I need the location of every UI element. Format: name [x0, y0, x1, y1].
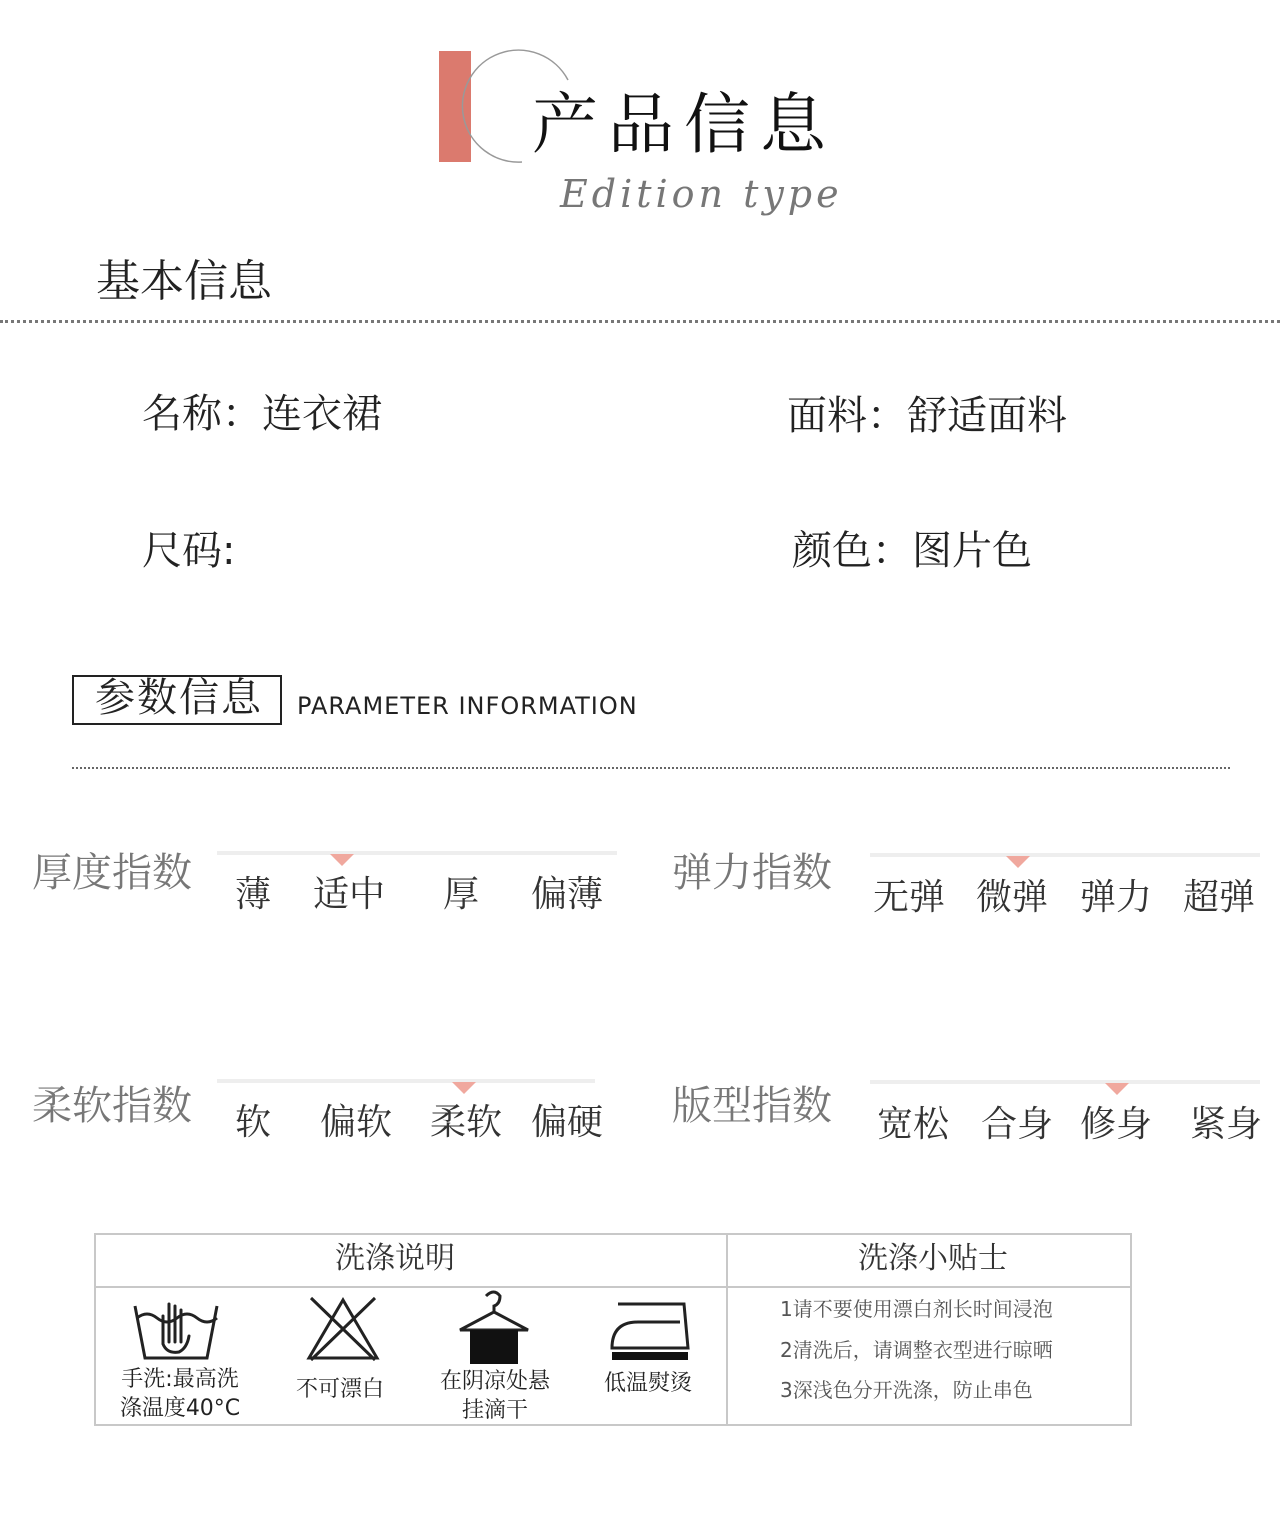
elasticity-option: 微弹	[976, 877, 1049, 918]
elasticity-scale-track	[870, 853, 1260, 857]
elasticity-index-label: 弹力指数	[672, 850, 832, 896]
fit-option: 宽松	[877, 1104, 950, 1145]
elasticity-option: 弹力	[1080, 877, 1153, 918]
care-label: 低温熨烫	[603, 1371, 692, 1396]
no-bleach-icon	[305, 1294, 381, 1362]
wash-tips-heading: 洗涤小贴士	[858, 1241, 1008, 1276]
hang-dry-icon	[456, 1288, 532, 1366]
fit-scale-track	[870, 1080, 1260, 1084]
param-heading-en: PARAMETER INFORMATION	[297, 692, 638, 720]
hand-wash-icon	[133, 1296, 219, 1366]
softness-index-label: 柔软指数	[32, 1083, 192, 1129]
thickness-option: 薄	[235, 874, 272, 915]
fit-option: 合身	[981, 1104, 1054, 1145]
param-heading: 参数信息	[95, 675, 263, 721]
fit-option: 修身	[1080, 1104, 1153, 1145]
product-fabric: 面料：舒适面料	[787, 393, 1067, 439]
thickness-index-label: 厚度指数	[32, 850, 192, 896]
thickness-selected-marker	[330, 854, 354, 866]
product-size: 尺码:	[142, 528, 236, 574]
product-name: 名称：连衣裙	[142, 391, 382, 437]
wash-tip: 3深浅色分开洗涤，防止串色	[780, 1378, 1033, 1402]
low-iron-icon	[608, 1298, 690, 1364]
thickness-option: 偏薄	[531, 874, 604, 915]
care-label: 不可漂白	[295, 1377, 384, 1402]
basic-info-heading: 基本信息	[96, 256, 272, 307]
elasticity-selected-marker	[1006, 856, 1030, 868]
softness-selected-marker	[452, 1082, 476, 1094]
softness-option: 柔软	[430, 1102, 503, 1143]
page-title: 产品信息	[532, 86, 836, 163]
elasticity-option: 无弹	[873, 877, 946, 918]
thickness-option: 适中	[313, 874, 386, 915]
softness-scale-track	[217, 1079, 595, 1083]
care-label: 手洗:最高洗 涤温度40°C	[119, 1367, 241, 1421]
thickness-scale-track	[217, 851, 617, 855]
elasticity-option: 超弹	[1183, 877, 1256, 918]
wash-tip: 2清洗后，请调整衣型进行晾晒	[780, 1338, 1053, 1362]
wash-instructions-heading: 洗涤说明	[335, 1241, 455, 1276]
fit-index-label: 版型指数	[672, 1083, 832, 1129]
softness-option: 软	[235, 1102, 272, 1143]
care-table-divider	[94, 1286, 1132, 1288]
fit-option: 紧身	[1190, 1104, 1263, 1145]
softness-option: 偏软	[320, 1102, 393, 1143]
fit-selected-marker	[1105, 1083, 1129, 1095]
thickness-option: 厚	[443, 874, 480, 915]
wash-tip: 1请不要使用漂白剂长时间浸泡	[780, 1297, 1053, 1321]
page-subtitle: Edition type	[560, 172, 843, 216]
product-color: 颜色：图片色	[792, 528, 1032, 574]
softness-option: 偏硬	[531, 1102, 604, 1143]
care-label: 在阴凉处悬 挂滴干	[439, 1369, 550, 1423]
divider	[72, 767, 1230, 769]
divider	[0, 320, 1280, 323]
care-table-divider	[726, 1233, 728, 1426]
